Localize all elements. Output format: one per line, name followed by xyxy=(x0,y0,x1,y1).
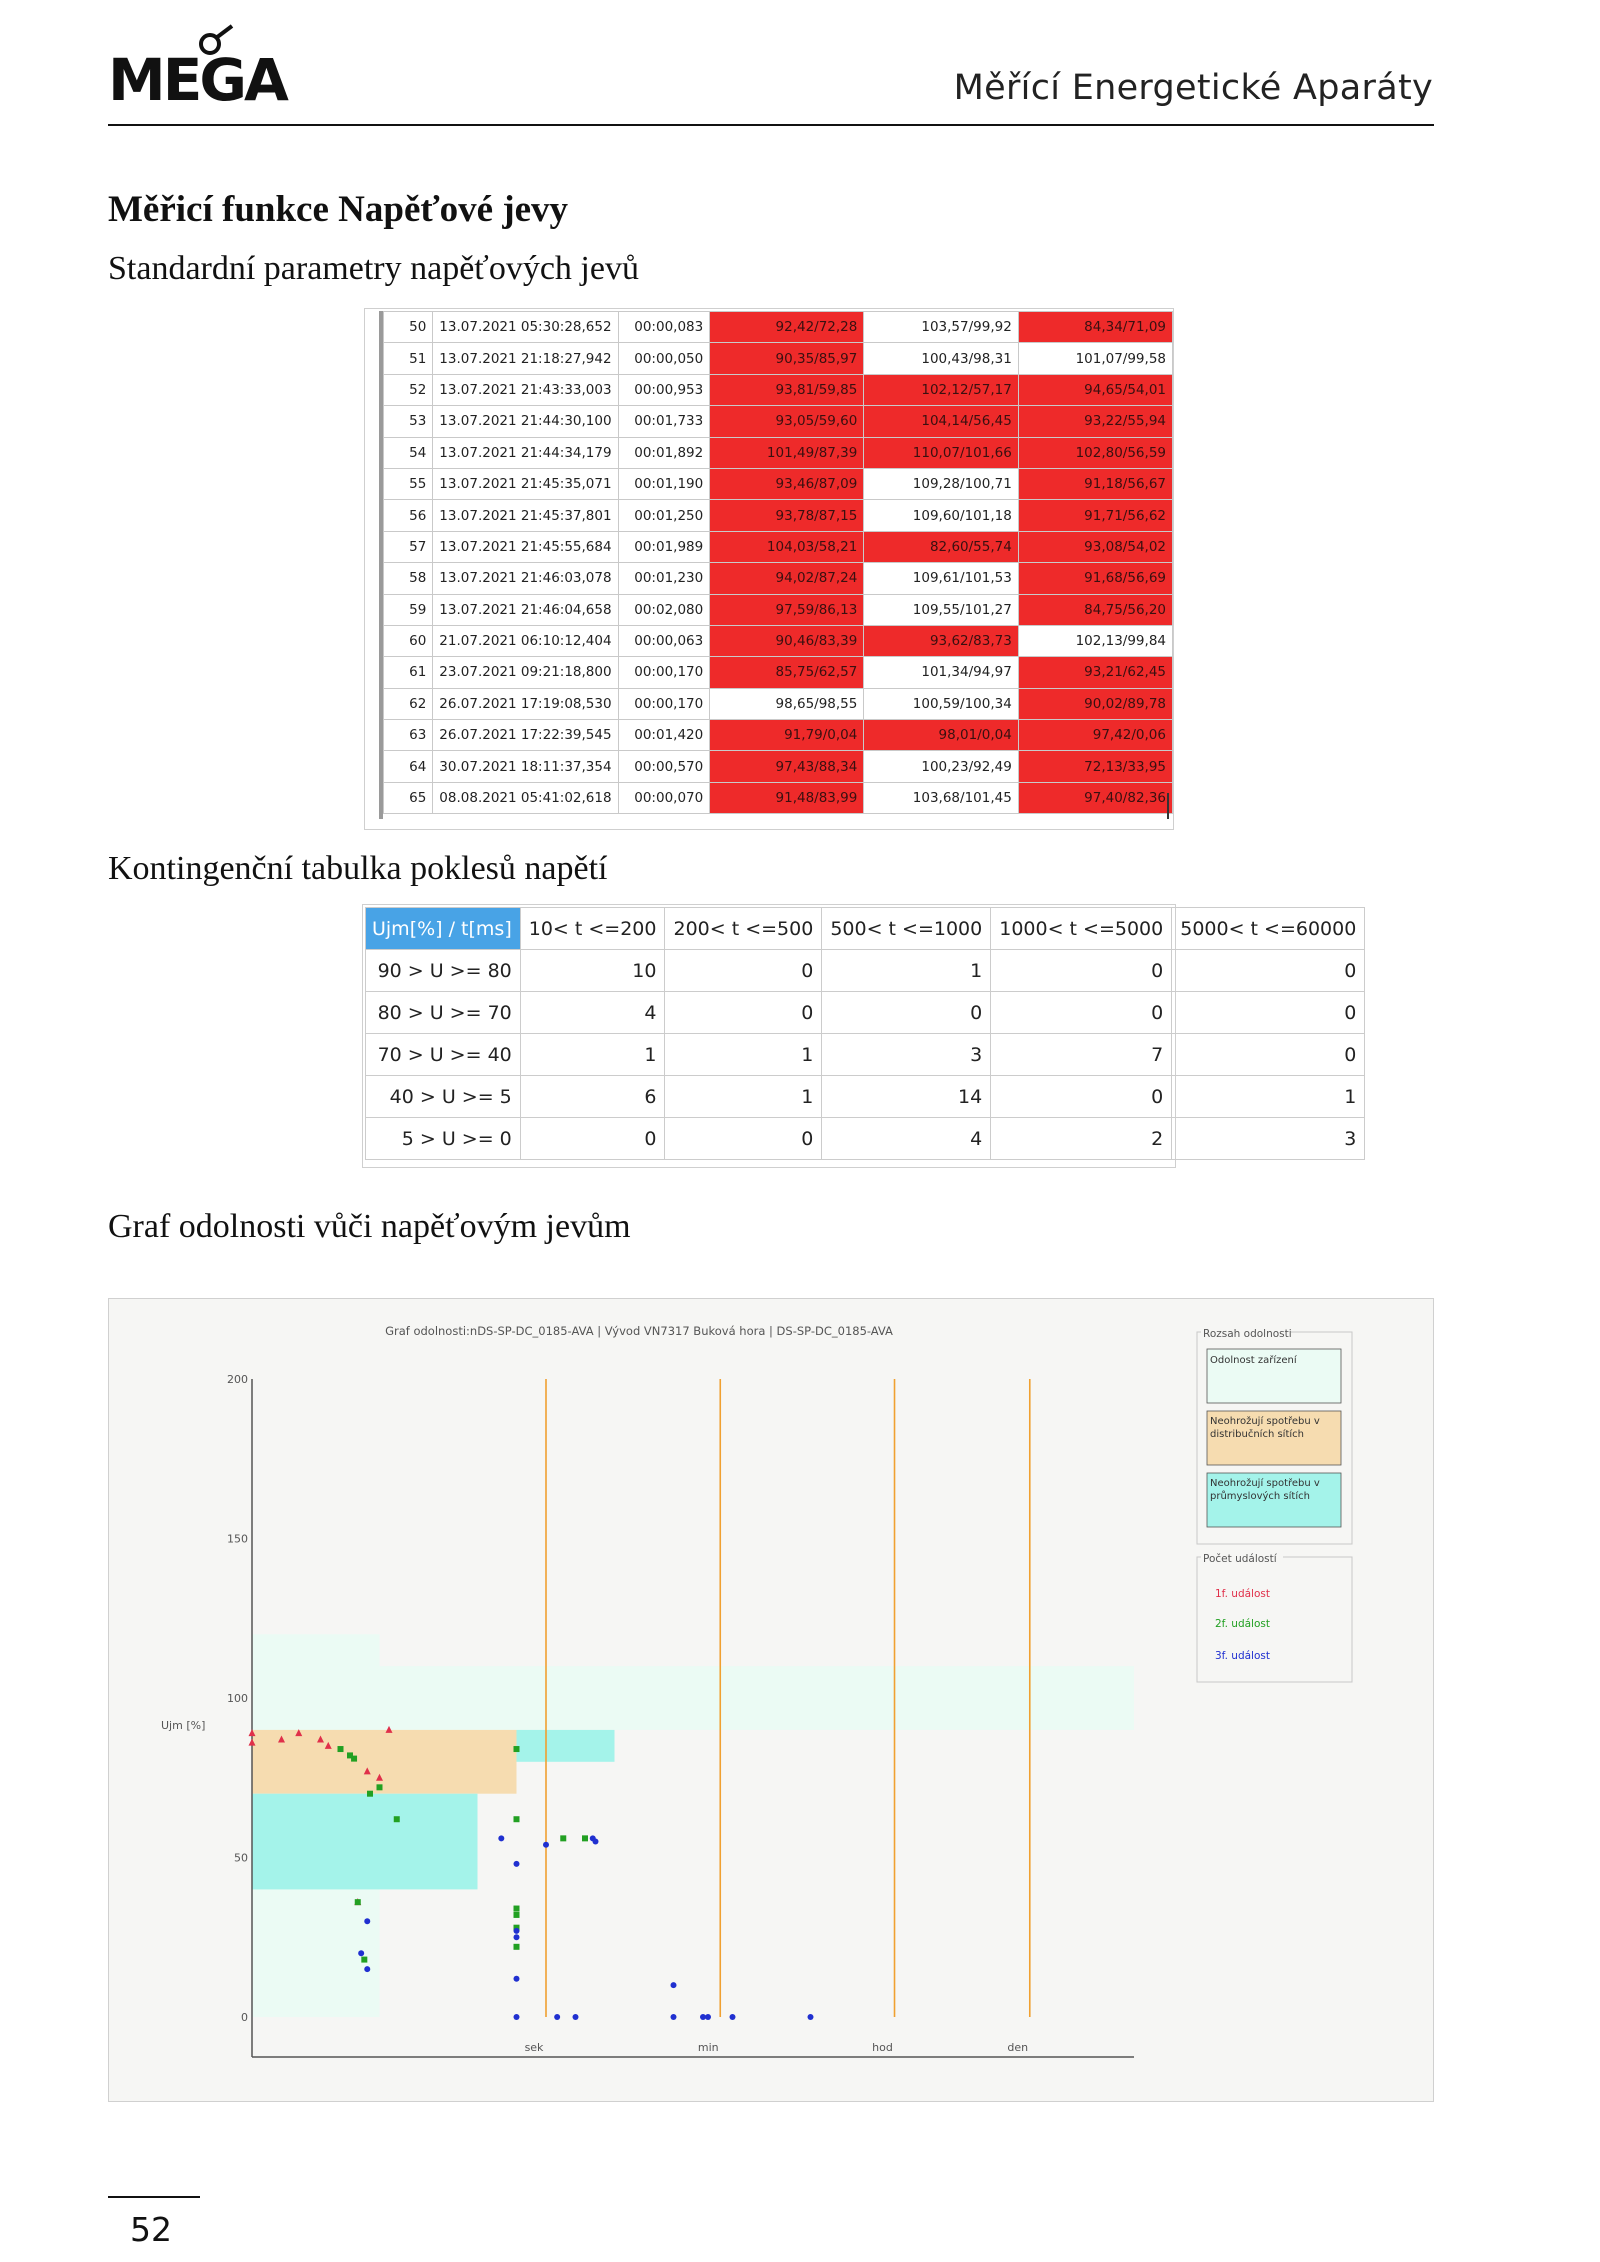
contingency-table-screenshot xyxy=(362,904,1357,1168)
event-point-2f xyxy=(355,1899,361,1905)
table-row[interactable] xyxy=(384,720,1173,751)
event-duration: 00:01,989 xyxy=(618,531,710,562)
y-tick-label: 50 xyxy=(234,1851,248,1865)
table-cell: 0 xyxy=(665,1118,822,1160)
table-cell: 4 xyxy=(520,992,665,1034)
event-number: 52 xyxy=(384,374,433,405)
event-number: 63 xyxy=(384,720,433,751)
x-tick-label: den xyxy=(1007,2041,1029,2054)
event-voltage-l1: 93,46/87,09 xyxy=(710,468,864,499)
event-point-3f xyxy=(364,1918,370,1924)
table-cell: 3 xyxy=(822,1034,991,1076)
contingency-table xyxy=(365,907,1365,1160)
event-voltage-l3: 90,02/89,78 xyxy=(1018,688,1172,719)
legend-event-1f: 1f. událost xyxy=(1215,1588,1270,1600)
event-point-2f xyxy=(513,1912,519,1918)
table-cell: 1 xyxy=(822,950,991,992)
event-datetime: 13.07.2021 21:45:55,684 xyxy=(433,531,618,562)
table-cell: 4 xyxy=(822,1118,991,1160)
table-cell: 1 xyxy=(1172,1076,1365,1118)
event-duration: 00:00,070 xyxy=(618,782,710,813)
header-title: Měřící Energetické Aparáty xyxy=(953,68,1433,108)
event-point-3f xyxy=(513,1934,519,1940)
table-cell: 0 xyxy=(991,992,1172,1034)
table-cell: 1 xyxy=(520,1034,665,1076)
event-voltage-l3: 102,13/99,84 xyxy=(1018,625,1172,656)
event-number: 51 xyxy=(384,343,433,374)
event-number: 61 xyxy=(384,657,433,688)
table-cell: 14 xyxy=(822,1076,991,1118)
event-voltage-l1: 90,35/85,97 xyxy=(710,343,864,374)
event-voltage-l1: 101,49/87,39 xyxy=(710,437,864,468)
event-voltage-l1: 104,03/58,21 xyxy=(710,531,864,562)
table-row[interactable] xyxy=(384,594,1173,625)
event-voltage-l2: 109,60/101,18 xyxy=(864,500,1018,531)
table-row[interactable] xyxy=(384,312,1173,343)
legend-item-industrial-line: Neohrožují spotřebu v xyxy=(1210,1478,1320,1489)
event-duration: 00:01,230 xyxy=(618,563,710,594)
subheading-standard-parameters: Standardní parametry napěťových jevů xyxy=(108,250,639,287)
event-voltage-l3: 93,21/62,45 xyxy=(1018,657,1172,688)
legend-event-3f: 3f. událost xyxy=(1215,1650,1270,1662)
event-voltage-l3: 97,40/82,36 xyxy=(1018,782,1172,813)
table-row xyxy=(366,992,1365,1034)
table-cell: 3 xyxy=(1172,1118,1365,1160)
event-duration: 00:00,083 xyxy=(618,312,710,343)
table-cell: 0 xyxy=(1172,950,1365,992)
legend-item-industrial-line: průmyslových sítích xyxy=(1210,1491,1310,1502)
event-voltage-l1: 97,59/86,13 xyxy=(710,594,864,625)
event-voltage-l1: 93,05/59,60 xyxy=(710,406,864,437)
x-tick-label: sek xyxy=(524,2041,544,2054)
event-voltage-l1: 93,81/59,85 xyxy=(710,374,864,405)
event-voltage-l3: 93,22/55,94 xyxy=(1018,406,1172,437)
event-datetime: 26.07.2021 17:22:39,545 xyxy=(433,720,618,751)
event-number: 59 xyxy=(384,594,433,625)
event-point-3f xyxy=(730,2014,736,2020)
event-voltage-l1: 91,79/0,04 xyxy=(710,720,864,751)
mega-logo xyxy=(108,28,286,114)
y-axis-label: Ujm [%] xyxy=(161,1719,206,1732)
table-row[interactable] xyxy=(384,688,1173,719)
event-voltage-l3: 101,07/99,58 xyxy=(1018,343,1172,374)
table-cell: 0 xyxy=(991,1076,1172,1118)
event-datetime: 21.07.2021 06:10:12,404 xyxy=(433,625,618,656)
table-row xyxy=(366,950,1365,992)
event-voltage-l3: 91,68/56,69 xyxy=(1018,563,1172,594)
event-duration: 00:01,190 xyxy=(618,468,710,499)
event-number: 60 xyxy=(384,625,433,656)
event-point-3f xyxy=(807,2014,813,2020)
event-voltage-l2: 98,01/0,04 xyxy=(864,720,1018,751)
table-row[interactable] xyxy=(384,500,1173,531)
event-voltage-l2: 100,59/100,34 xyxy=(864,688,1018,719)
event-point-2f xyxy=(513,1816,519,1822)
table-cell: 0 xyxy=(1172,992,1365,1034)
event-voltage-l3: 94,65/54,01 xyxy=(1018,374,1172,405)
event-voltage-l3: 91,71/56,62 xyxy=(1018,500,1172,531)
event-point-3f xyxy=(671,1982,677,1988)
event-number: 50 xyxy=(384,312,433,343)
event-number: 62 xyxy=(384,688,433,719)
event-voltage-l2: 109,55/101,27 xyxy=(864,594,1018,625)
event-voltage-l1: 94,02/87,24 xyxy=(710,563,864,594)
resistance-chart xyxy=(108,1298,1434,2102)
event-duration: 00:01,892 xyxy=(618,437,710,468)
event-voltage-l2: 100,23/92,49 xyxy=(864,751,1018,782)
event-voltage-l2: 110,07/101,66 xyxy=(864,437,1018,468)
table-row[interactable] xyxy=(384,343,1173,374)
event-voltage-l3: 84,75/56,20 xyxy=(1018,594,1172,625)
event-number: 56 xyxy=(384,500,433,531)
event-voltage-l1: 90,46/83,39 xyxy=(710,625,864,656)
events-table xyxy=(383,311,1173,814)
event-voltage-l3: 102,80/56,59 xyxy=(1018,437,1172,468)
resistance-zone xyxy=(516,1730,614,1762)
table-row[interactable] xyxy=(384,437,1173,468)
event-duration: 00:00,170 xyxy=(618,657,710,688)
event-number: 65 xyxy=(384,782,433,813)
event-point-3f xyxy=(513,1928,519,1934)
event-point-2f xyxy=(367,1791,373,1797)
event-voltage-l1: 85,75/62,57 xyxy=(710,657,864,688)
event-point-3f xyxy=(364,1966,370,1972)
resistance-zone xyxy=(252,1794,478,1890)
event-point-3f xyxy=(554,2014,560,2020)
table-row[interactable] xyxy=(384,406,1173,437)
event-number: 58 xyxy=(384,563,433,594)
page-number: 52 xyxy=(130,2210,172,2249)
event-voltage-l1: 91,48/83,99 xyxy=(710,782,864,813)
table-row[interactable] xyxy=(384,657,1173,688)
column-header: 200< t <=500 xyxy=(665,908,822,950)
event-duration: 00:02,080 xyxy=(618,594,710,625)
table-row xyxy=(366,1034,1365,1076)
event-voltage-l3: 97,42/0,06 xyxy=(1018,720,1172,751)
table-cell: 1 xyxy=(665,1076,822,1118)
event-point-2f xyxy=(513,1944,519,1950)
event-number: 53 xyxy=(384,406,433,437)
event-point-3f xyxy=(513,1861,519,1867)
table-row[interactable] xyxy=(384,531,1173,562)
subheading-contingency-table: Kontingenční tabulka poklesů napětí xyxy=(108,850,608,887)
table-cell: 0 xyxy=(822,992,991,1034)
table-row[interactable] xyxy=(384,374,1173,405)
event-point-3f xyxy=(573,2014,579,2020)
event-voltage-l1: 98,65/98,55 xyxy=(710,688,864,719)
row-header: 70 > U >= 40 xyxy=(366,1034,521,1076)
scrollbar-marker xyxy=(1167,793,1169,819)
event-number: 64 xyxy=(384,751,433,782)
event-voltage-l1: 92,42/72,28 xyxy=(710,312,864,343)
event-datetime: 30.07.2021 18:11:37,354 xyxy=(433,751,618,782)
events-table-screenshot xyxy=(364,308,1174,830)
event-point-2f xyxy=(338,1746,344,1752)
event-voltage-l3: 72,13/33,95 xyxy=(1018,751,1172,782)
event-voltage-l2: 101,34/94,97 xyxy=(864,657,1018,688)
event-point-2f xyxy=(394,1816,400,1822)
event-point-2f xyxy=(582,1835,588,1841)
event-voltage-l2: 93,62/83,73 xyxy=(864,625,1018,656)
table-row xyxy=(366,1076,1365,1118)
event-point-3f xyxy=(498,1835,504,1841)
event-voltage-l2: 109,28/100,71 xyxy=(864,468,1018,499)
legend-range-title: Rozsah odolnosti xyxy=(1203,1328,1292,1340)
event-duration: 00:00,170 xyxy=(618,688,710,719)
event-datetime: 13.07.2021 21:46:04,658 xyxy=(433,594,618,625)
table-cell: 0 xyxy=(991,950,1172,992)
event-point-3f xyxy=(705,2014,711,2020)
event-datetime: 13.07.2021 21:44:30,100 xyxy=(433,406,618,437)
row-header: 90 > U >= 80 xyxy=(366,950,521,992)
event-point-3f xyxy=(358,1950,364,1956)
table-cell: 2 xyxy=(991,1118,1172,1160)
event-point-2f xyxy=(513,1746,519,1752)
x-tick-label: min xyxy=(697,2041,719,2054)
chart-title: Graf odolnosti:nDS-SP-DC_0185-AVA | Vývod VN7317 Buková hora | DS-SP-DC_0185-AVA xyxy=(385,1324,893,1338)
table-cell: 0 xyxy=(665,992,822,1034)
event-datetime: 13.07.2021 21:44:34,179 xyxy=(433,437,618,468)
table-cell: 7 xyxy=(991,1034,1172,1076)
y-tick-label: 200 xyxy=(227,1373,248,1386)
event-point-2f xyxy=(361,1957,367,1963)
event-point-3f xyxy=(513,2014,519,2020)
event-duration: 00:01,733 xyxy=(618,406,710,437)
event-number: 57 xyxy=(384,531,433,562)
table-cell: 0 xyxy=(520,1118,665,1160)
event-datetime: 13.07.2021 21:45:35,071 xyxy=(433,468,618,499)
event-datetime: 13.07.2021 21:43:33,003 xyxy=(433,374,618,405)
y-tick-label: 150 xyxy=(227,1532,248,1546)
event-datetime: 08.08.2021 05:41:02,618 xyxy=(433,782,618,813)
event-voltage-l3: 84,34/71,09 xyxy=(1018,312,1172,343)
event-datetime: 23.07.2021 09:21:18,800 xyxy=(433,657,618,688)
row-header: 40 > U >= 5 xyxy=(366,1076,521,1118)
table-row xyxy=(366,1118,1365,1160)
event-number: 55 xyxy=(384,468,433,499)
table-row[interactable] xyxy=(384,782,1173,813)
event-point-3f xyxy=(543,1842,549,1848)
event-voltage-l2: 102,12/57,17 xyxy=(864,374,1018,405)
y-tick-label: 0 xyxy=(241,2011,248,2024)
event-voltage-l3: 91,18/56,67 xyxy=(1018,468,1172,499)
event-voltage-l1: 97,43/88,34 xyxy=(710,751,864,782)
y-tick-label: 100 xyxy=(227,1692,248,1705)
logo-text: MEGA xyxy=(108,46,286,114)
resistance-zone xyxy=(380,1666,1134,1730)
event-point-2f xyxy=(377,1784,383,1790)
column-header: 1000< t <=5000 xyxy=(991,908,1172,950)
event-point-3f xyxy=(671,2014,677,2020)
event-voltage-l3: 93,08/54,02 xyxy=(1018,531,1172,562)
footer-rule xyxy=(108,2196,200,2198)
row-header: 5 > U >= 0 xyxy=(366,1118,521,1160)
event-voltage-l2: 109,61/101,53 xyxy=(864,563,1018,594)
event-duration: 00:01,420 xyxy=(618,720,710,751)
table-row[interactable] xyxy=(384,563,1173,594)
event-point-2f xyxy=(560,1835,566,1841)
legend-item-distribution-line: distribučních sítích xyxy=(1210,1429,1304,1440)
event-point-2f xyxy=(351,1756,357,1762)
event-point-3f xyxy=(593,1839,599,1845)
legend-item-equipment: Odolnost zařízení xyxy=(1210,1355,1297,1366)
table-cell: 0 xyxy=(1172,1034,1365,1076)
table-cell: 0 xyxy=(665,950,822,992)
legend-item-distribution-line: Neohrožují spotřebu v xyxy=(1210,1416,1320,1427)
header-divider xyxy=(108,124,1434,126)
event-point-2f xyxy=(513,1906,519,1912)
event-voltage-l2: 103,68/101,45 xyxy=(864,782,1018,813)
table-cell: 10 xyxy=(520,950,665,992)
row-header: 80 > U >= 70 xyxy=(366,992,521,1034)
table-cell: 1 xyxy=(665,1034,822,1076)
event-datetime: 13.07.2021 21:45:37,801 xyxy=(433,500,618,531)
table-row[interactable] xyxy=(384,625,1173,656)
event-voltage-l2: 104,14/56,45 xyxy=(864,406,1018,437)
column-header: 500< t <=1000 xyxy=(822,908,991,950)
table-row[interactable] xyxy=(384,468,1173,499)
event-duration: 00:00,953 xyxy=(618,374,710,405)
event-point-3f xyxy=(513,1976,519,1982)
resistance-chart-svg xyxy=(109,1299,1435,2103)
event-datetime: 13.07.2021 21:46:03,078 xyxy=(433,563,618,594)
event-datetime: 13.07.2021 05:30:28,652 xyxy=(433,312,618,343)
event-voltage-l2: 82,60/55,74 xyxy=(864,531,1018,562)
event-datetime: 13.07.2021 21:18:27,942 xyxy=(433,343,618,374)
legend-event-2f: 2f. událost xyxy=(1215,1618,1270,1630)
section-heading: Měřicí funkce Napěťové jevy xyxy=(108,189,569,230)
legend-count-title: Počet událostí xyxy=(1203,1553,1277,1565)
event-duration: 00:00,063 xyxy=(618,625,710,656)
event-number: 54 xyxy=(384,437,433,468)
event-voltage-l1: 93,78/87,15 xyxy=(710,500,864,531)
table-corner-header: Ujm[%] / t[ms] xyxy=(366,908,521,950)
event-duration: 00:00,050 xyxy=(618,343,710,374)
subheading-resistance-graph: Graf odolnosti vůči napěťovým jevům xyxy=(108,1208,631,1245)
event-datetime: 26.07.2021 17:19:08,530 xyxy=(433,688,618,719)
event-duration: 00:00,570 xyxy=(618,751,710,782)
x-tick-label: hod xyxy=(872,2041,893,2054)
resistance-zone xyxy=(252,1730,516,1794)
event-duration: 00:01,250 xyxy=(618,500,710,531)
table-cell: 6 xyxy=(520,1076,665,1118)
table-row[interactable] xyxy=(384,751,1173,782)
column-header: 10< t <=200 xyxy=(520,908,665,950)
event-voltage-l2: 100,43/98,31 xyxy=(864,343,1018,374)
mega-logo-mark xyxy=(108,28,286,114)
column-header: 5000< t <=60000 xyxy=(1172,908,1365,950)
event-voltage-l2: 103,57/99,92 xyxy=(864,312,1018,343)
